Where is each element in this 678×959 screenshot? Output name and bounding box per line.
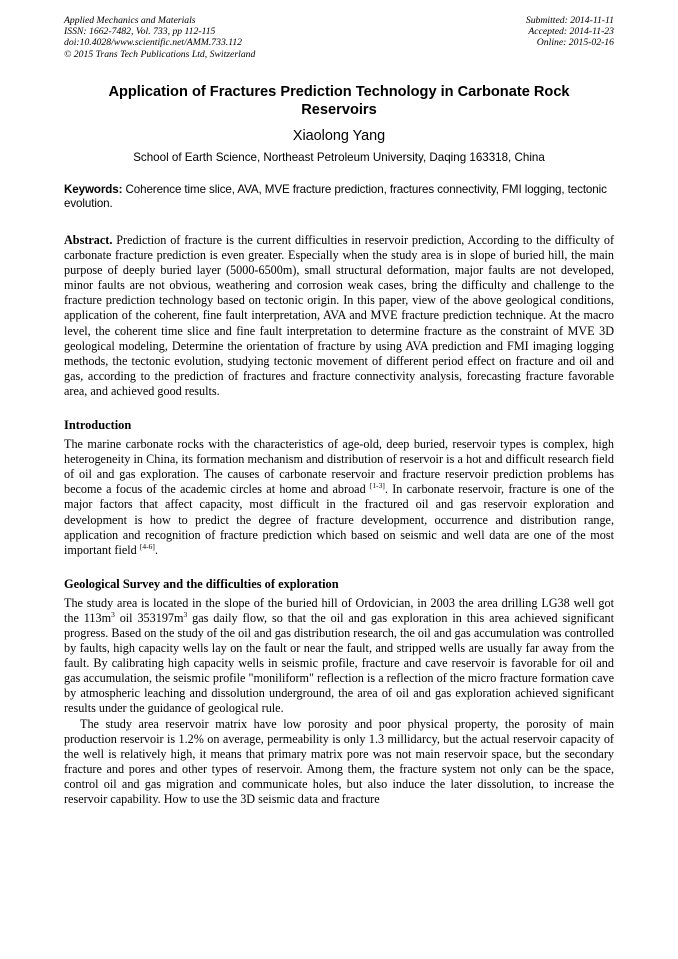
introduction-paragraph — [64, 437, 614, 558]
cubic-superscript-1: 3 — [111, 609, 115, 619]
intro-text-3: . — [154, 542, 158, 557]
issn-line: ISSN: 1662-7482, Vol. 733, pp 112-115 — [64, 26, 216, 38]
journal-name: Applied Mechanics and Materials — [64, 15, 196, 26]
abstract-label: Abstract. — [64, 233, 113, 247]
abstract-text: Prediction of fracture is the current difficulties in reservoir prediction, According to the difficulty of carbonate fracture prediction is even greater. Especially when the study area is in slope of buried hill, the main purpose of deeply buried layer (5000-6500m), small structural deformation, major faults are not developed, minor faults are not obvious, weathering and corrosion weak cases, bring the difficulty and challenge to the fracture prediction technology based on tectonic origin. In this paper, view of the above geological conditions, application of the coherent, fine fault interpretation, AVA and MVE fracture prediction technique. At the macro level, the coherent time slice and fine fault interpretation to determine fracture as the constraint of MVE 3D geological modeling, Determine the orientation of fracture by using AVA prediction and FMI imaging logging methods, the tectonic evolution, studying tectonic movement of different period effect on fracture and oil and gas, according to the prediction of fractures and fracture connectivity analysis, forecasting fracture favorable area, and achieved good results. — [64, 233, 614, 398]
journal-info — [64, 15, 255, 60]
author-affiliation: School of Earth Science, Northeast Petroleum University, Daqing 163318, China — [133, 151, 545, 164]
submitted-date: Submitted: 2014-11-11 — [525, 15, 614, 26]
author-name: Xiaolong Yang — [292, 128, 386, 144]
copyright-line: © 2015 Trans Tech Publications Ltd, Switzerland — [64, 48, 256, 60]
keywords-label: Keywords: — [64, 183, 123, 196]
journal-header — [64, 15, 614, 67]
citation-1-3: [1-3] — [369, 481, 385, 491]
online-date: Online: 2015-02-16 — [536, 37, 614, 49]
paper-title: Application of Fractures Prediction Technology in Carbonate Rock Reservoirs — [108, 84, 570, 118]
intro-text-1: The marine carbonate rocks with the characteristics of age-old, deep buried, reservoir types is complex, high heterogeneity in China, its formation mechanism and distribution of reservoir is a hot and difficult research field of oil and gas exploration. The causes of carbonate reservoir and fracture reservoir prediction problems has become a focus of the academic circles at home and abroad — [64, 437, 614, 497]
geology-paragraph-2: The study area reservoir matrix have low porosity and poor physical property, the porosity of main production reservoir is 1.2% on average, permeability is only 1.3 millidarcy, but the actual reservoir capacity of the well is relatively high, it means that primary matrix pore was not main reservoir space, but the secondary fracture and pores and other types of reservoir. Among them, the fracture system not only can be the space, control oil and gas migration and communicate holes, but also induce the later dissolution, to increase the reservoir capability. How to use the 3D seismic data and fracture — [64, 716, 614, 806]
paper-page — [64, 15, 614, 807]
submission-dates — [526, 15, 614, 49]
accepted-date: Accepted: 2014-11-23 — [528, 26, 614, 38]
doi-line: doi:10.4028/www.scientific.net/AMM.733.112 — [64, 37, 243, 49]
cubic-superscript-2: 3 — [183, 609, 188, 619]
introduction-heading: Introduction — [64, 418, 132, 433]
citation-4-6: [4-6] — [139, 541, 155, 551]
geology-text-c: gas daily flow, so that the oil and gas exploration in this area achieved significant progress. Based on the study of the oil and gas distribution research, the oil and gas accumulation was controlled by faults, high capacity wells lay on the fault or near the fault, and stripped wells are usually far away from the fault. By calibrating high capacity wells in seismic profile, fracture and cave reservoir is favorable for oil and gas accumulation, the seismic profile "moniliform" reflection is a reflection of the micro fracture formation cave by atmospheric leaching and dissolution underground, the area of oil and gas exploration achieved significant results under the guidance of geological rule. — [64, 610, 614, 716]
geology-text-a: The study area is located in the slope of the buried hill of Ordovician, in 2003 the area drilling LG38 well got the 113m — [64, 595, 614, 625]
geology-text-b: oil 353197m — [114, 610, 184, 625]
keywords-text: Coherence time slice, AVA, MVE fracture prediction, fractures connectivity, FMI logging, tectonic evolution. — [64, 183, 607, 210]
geology-paragraph-1 — [64, 596, 614, 717]
keywords — [64, 183, 614, 211]
geology-heading: Geological Survey and the difficulties of exploration — [64, 576, 339, 591]
intro-text-2: . In carbonate reservoir, fracture is one of the major factors that affect capacity, most difficult in the fractured oil and gas reservoir exploration and development is how to predict the degree of fracture development, occurrence and distribution range, application and recognition of fracture prediction which based on seismic and well data are one of the most important field — [64, 482, 614, 557]
abstract — [64, 233, 614, 399]
